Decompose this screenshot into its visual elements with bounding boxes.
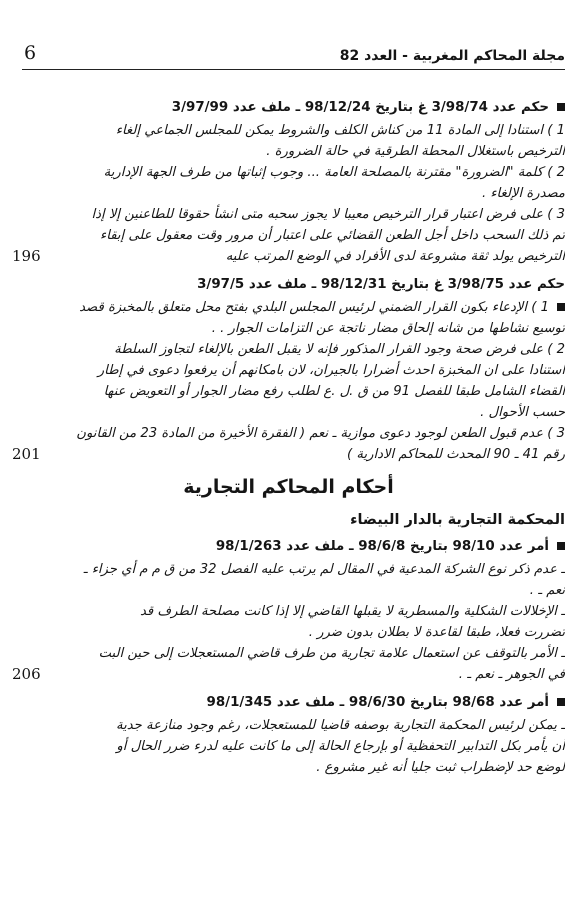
ruling-line: 1 ) الإدعاء بكون القرار الضمني لرئيس المجلس البلدي بفتح محل متعلق بالمخبزة قصد bbox=[12, 297, 565, 318]
bullet-icon bbox=[557, 542, 565, 550]
journal-title: مجلة المحاكم المغربية - العدد 82 bbox=[339, 48, 565, 64]
ruling-line: لوضع حد لإضطراب ثبت جليا أنه غير مشروع . bbox=[316, 760, 565, 775]
ruling-line: حسب الأحوال . bbox=[480, 405, 565, 420]
page-reference: 206 bbox=[12, 665, 41, 683]
running-header bbox=[22, 40, 565, 70]
ruling-line: 3 ) عدم قبول الطعن لوجود دعوى موازية ـ نعم ( الفقرة الأخيرة من المادة 23 من القانون bbox=[76, 426, 565, 441]
ruling-line: مصدرة الإلغاء . bbox=[481, 186, 565, 201]
ruling-heading: أمر عدد 98/10 بتاريخ 98/6/8 ـ ملف عدد 98/1/263 bbox=[12, 535, 565, 559]
ruling-line: 3 ) على فرض اعتبار قرار الترخيص معيبا لا يجوز سحبه متى انشأ حقوقا للطاعنين إلا إذا bbox=[91, 207, 565, 222]
bullet-icon bbox=[557, 698, 565, 706]
page-reference: 196 bbox=[12, 247, 41, 265]
ruling-line: توسيع نشاطها من شانه إلحاق مضار ناتجة عن التزامات الجوار . . bbox=[211, 321, 565, 336]
ruling-line: 2 ) كلمة "الضرورة" مقترنة بالمصلحة العامة ... وجوب إثباتها من طرف الجهة الإدارية bbox=[103, 165, 565, 180]
page-body bbox=[12, 96, 565, 778]
ruling-line: ـ عدم ذكر نوع الشركة المدعية في المقال لم يرتب عليه الفصل 32 من ق م م أي جزاء ـ bbox=[83, 562, 565, 577]
bullet-icon bbox=[557, 303, 565, 311]
ruling-line: تضررت فعلا، طبقا لقاعدة لا بطلان بدون ضرر . bbox=[308, 625, 565, 640]
ruling-heading: حكم عدد 3/98/74 غ بتاريخ 98/12/24 ـ ملف عدد 3/97/99 bbox=[12, 96, 565, 120]
page-reference: 201 bbox=[12, 445, 41, 463]
court-title: المحكمة التجارية بالدار البيضاء bbox=[350, 512, 565, 528]
section-title: أحكام المحاكم التجارية bbox=[183, 476, 394, 498]
ruling-line: القضاء الشامل طبقا للفصل 91 من ق .ل .ع لطلب رفع مضار الجوار أو التعويض عنها bbox=[103, 384, 565, 399]
bullet-icon bbox=[557, 103, 565, 111]
ruling-line: الترخيص يولد ثقة مشروعة لدى الأفراد في الوضع المرتب عليه 196 bbox=[12, 247, 565, 265]
ruling-line: ـ الأمر بالتوقف عن استعمال علامة تجارية من طرف قاضي المستعجلات إلى حين البت bbox=[98, 646, 565, 661]
ruling-line: تم ذلك السحب داخل أجل الطعن القضائي على اعتبار أن مرور وقت معقول على إبقاء bbox=[100, 228, 565, 243]
ruling-line: استنادا على ان المخبزة احدث أضرارا بالجيران، لان بامكانهم أن يرفعوا دعوى في إطار bbox=[97, 363, 565, 378]
ruling-line: أن يأمر بكل التدابير التحفظية أو بإرجاع الحالة إلى ما كانت عليه لدرء ضرر الحال أو bbox=[116, 739, 565, 754]
ruling-heading: أمر عدد 98/68 بتاريخ 98/6/30 ـ ملف عدد 98/1/345 bbox=[12, 691, 565, 715]
ruling-line: ـ يمكن لرئيس المحكمة التجارية بوصفه قاضيا للمستعجلات، رغم وجود منازعة جدية bbox=[116, 718, 565, 733]
ruling-line: 2 ) على فرض صحة وجود القرار المذكور فإنه لا يقبل الطعن بالإلغاء لتجاوز السلطة bbox=[114, 342, 565, 357]
ruling-heading: حكم عدد 3/98/75 غ بتاريخ 98/12/31 ـ ملف عدد 3/97/5 bbox=[197, 277, 565, 292]
ruling-line: الترخيص باستغلال المحطة الطرقية في حالة الضرورة . bbox=[266, 144, 565, 159]
ruling-line: رقم 41 ـ 90 المحدث للمحاكم الادارية ) 201 bbox=[12, 445, 565, 463]
ruling-line: نعم ـ . bbox=[529, 583, 565, 598]
header-rule bbox=[22, 69, 565, 70]
ruling-line: ـ الإخلالات الشكلية والمسطرية لا يقبلها القاضي إلا إذا كانت مصلحة الطرف قد bbox=[139, 604, 565, 619]
ruling-line: 1 ) استنادا إلى المادة 11 من كناش الكلف والشروط يمكن للمجلس الجماعي إلغاء bbox=[115, 123, 565, 138]
page-number: 6 bbox=[24, 42, 37, 64]
ruling-line: في الجوهر ـ نعم ـ . 206 bbox=[12, 665, 565, 683]
